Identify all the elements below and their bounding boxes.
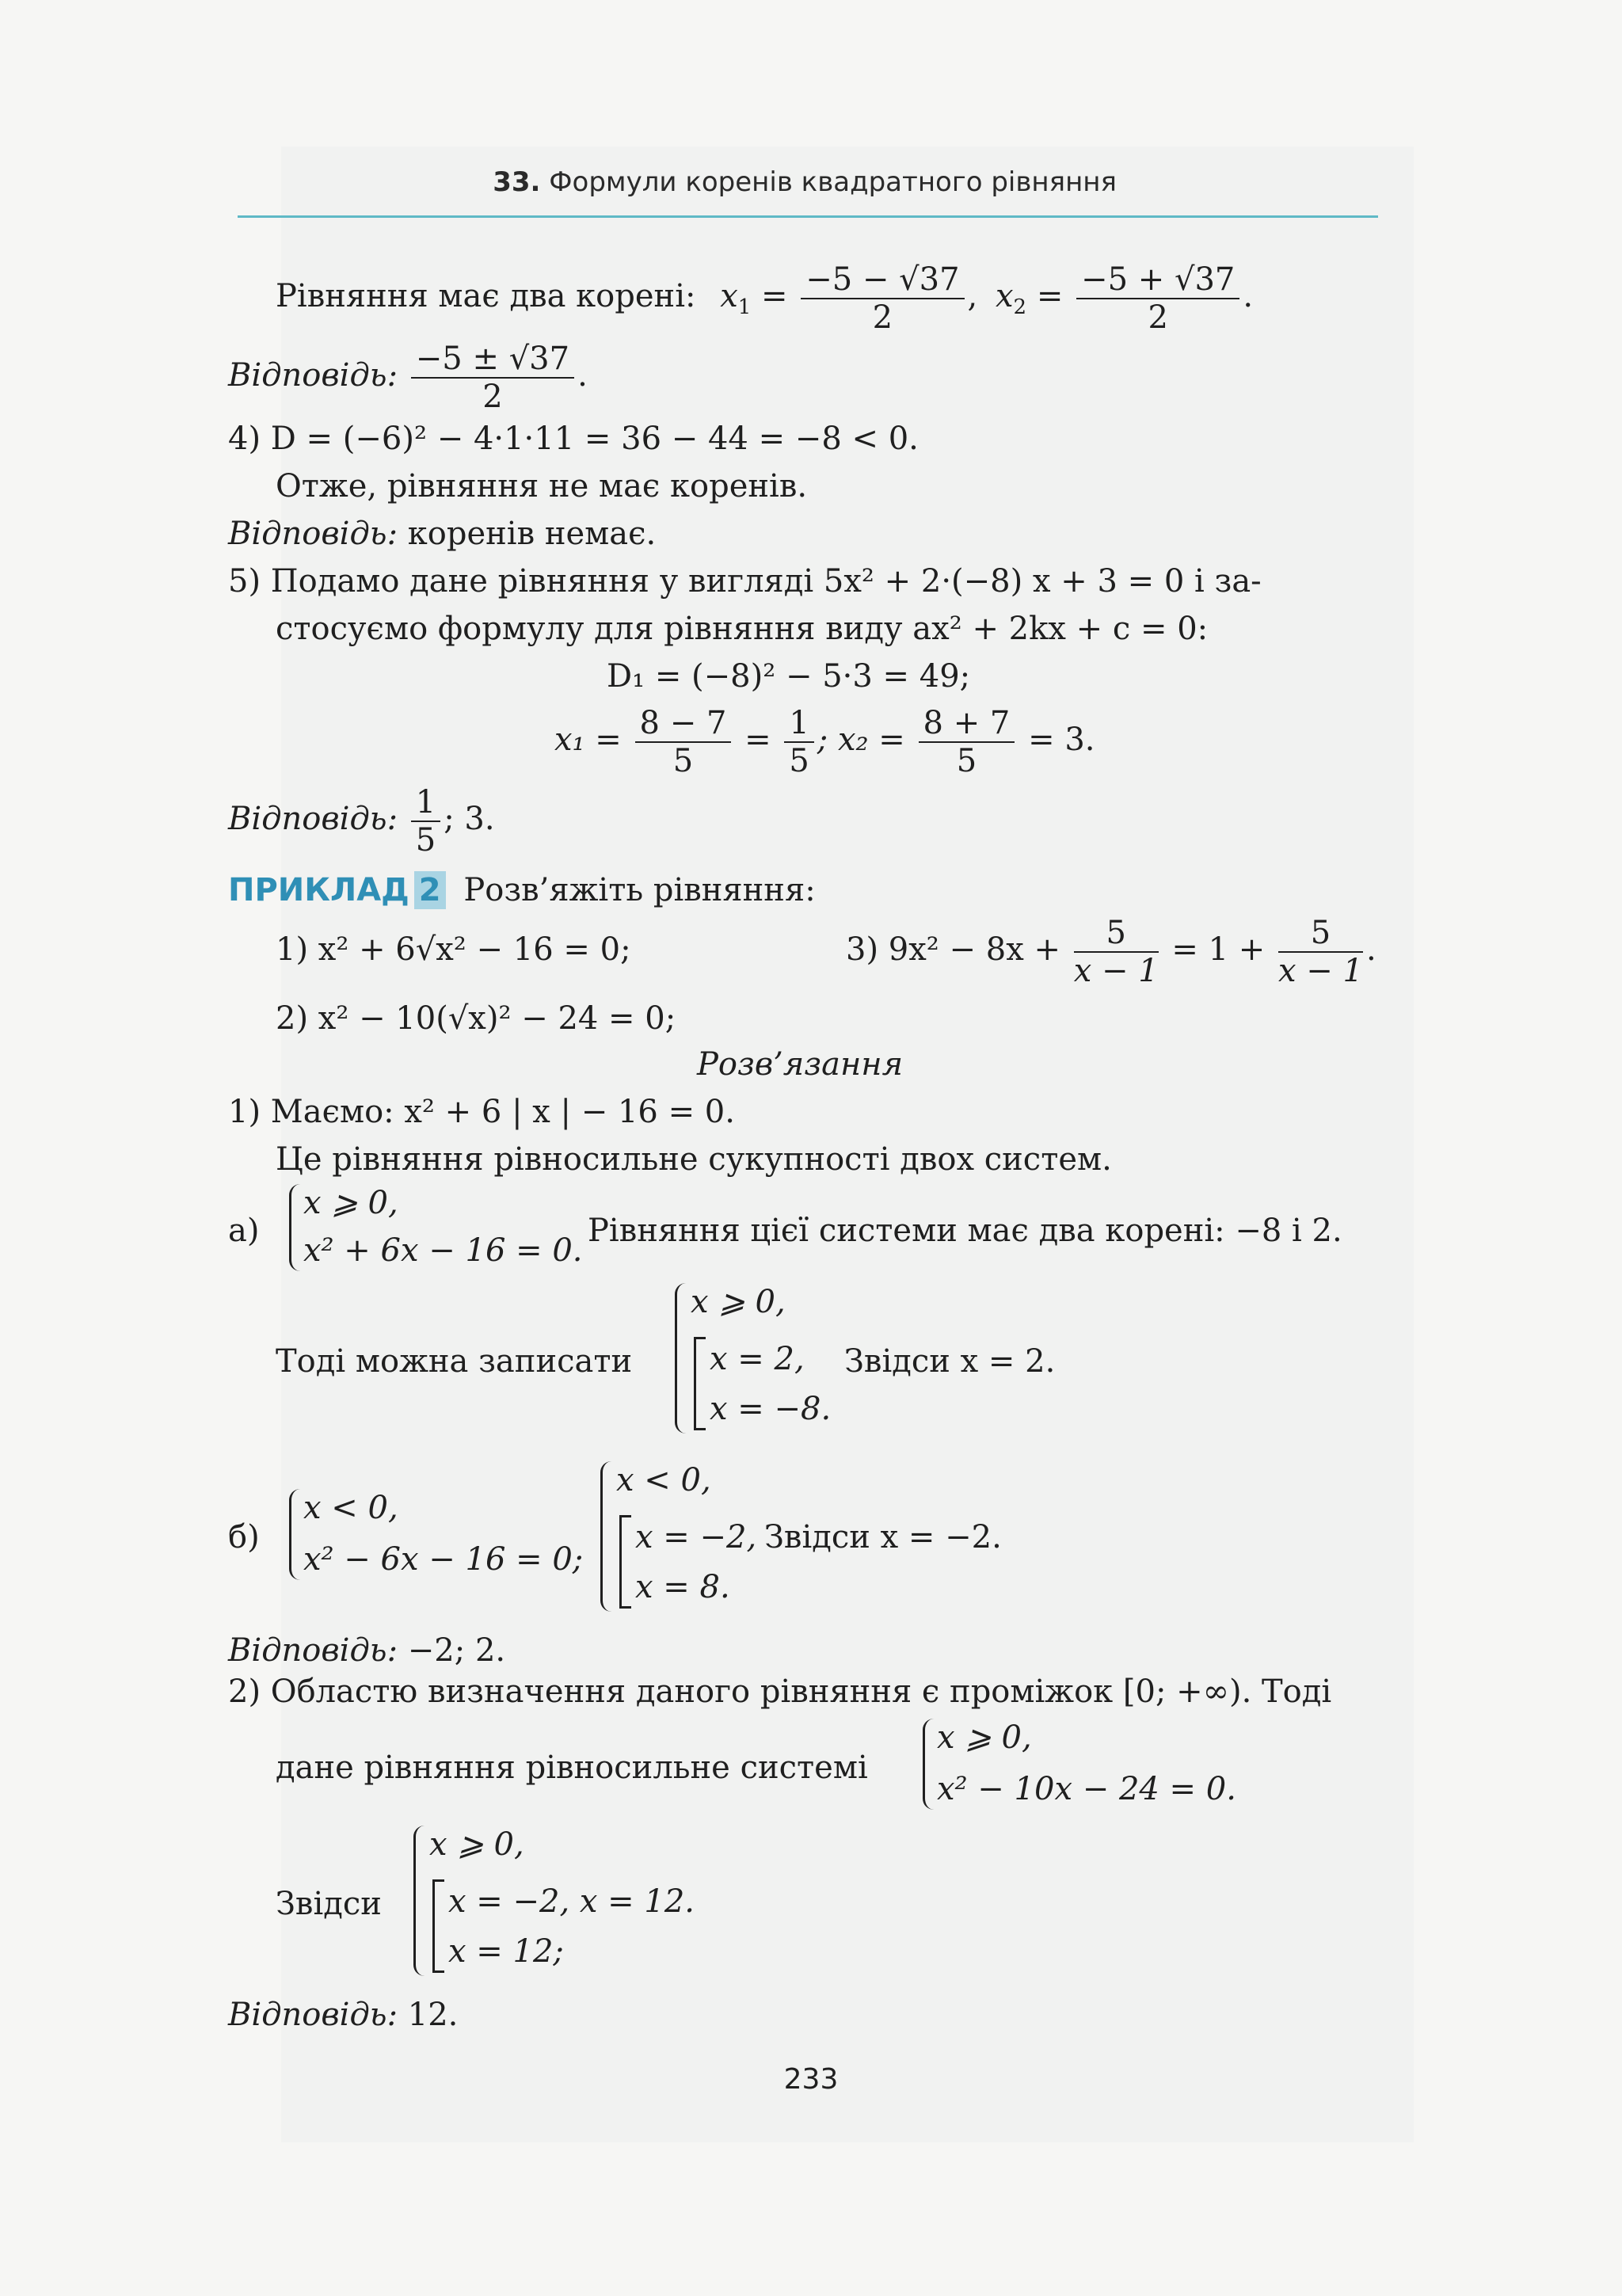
equals-sign-2: = xyxy=(1036,278,1064,314)
case-b-label: б) xyxy=(228,1519,260,1555)
root2-denominator: 2 xyxy=(1148,299,1168,336)
case-b-root-1: x = −2, xyxy=(635,1519,757,1555)
answer-label: Відповідь: xyxy=(228,516,398,552)
step-5-line: 5) Подамо дане рівняння у вигляді 5x² + 2·(−8) x + 3 = 0 і за- xyxy=(228,563,1262,600)
x2-fraction xyxy=(919,705,1015,779)
then-text: Тоді можна записати xyxy=(276,1343,633,1380)
x2-denominator: 5 xyxy=(956,743,977,779)
no-roots-line: Отже, рівняння не має коренів. xyxy=(276,468,808,505)
hence-brace xyxy=(413,1826,430,1976)
then-bracket xyxy=(694,1337,706,1430)
answer-1-denominator: 2 xyxy=(482,379,503,415)
roots-line: Рівняння має два корені: $x_1$ = $\frac{-5 - √37}{2}$ , $x_2$ = $\frac{-5 + √37}{2}$ . xyxy=(276,261,1254,336)
answer-4-text: −2; 2. xyxy=(407,1632,506,1669)
case-a-condition: x ⩾ 0, xyxy=(303,1185,398,1221)
case-b-root-2: x = 8. xyxy=(635,1569,730,1605)
task-equation-1: 1) x² + 6√x² − 16 = 0; xyxy=(276,931,631,968)
answer-2-text: коренів немає. xyxy=(407,516,657,552)
answer-3 xyxy=(228,784,495,859)
discriminant-line: D₁ = (−8)² − 5·3 = 49; xyxy=(607,658,971,695)
running-header xyxy=(238,158,1378,222)
case-b-result-brace xyxy=(600,1461,617,1612)
section-number: 33. xyxy=(493,166,541,198)
root1-numerator: −5 − √37 xyxy=(801,261,964,299)
case-b-bracket xyxy=(619,1515,631,1609)
answer-3-denominator: 5 xyxy=(415,822,436,859)
hence-final: x = 12; xyxy=(448,1933,564,1970)
case-b-equation: x² − 6x − 16 = 0; xyxy=(303,1541,584,1578)
section-title: Формули коренів квадратного рівняння xyxy=(549,166,1117,198)
domain-system xyxy=(923,1719,1239,1810)
x2-numerator: 8 + 7 xyxy=(919,705,1015,743)
task-equation-2: 2) x² − 10(√x)² − 24 = 0; xyxy=(276,1000,676,1037)
x2-label: ; x₂ = xyxy=(817,722,905,758)
root2-fraction xyxy=(1076,261,1239,336)
header-rule xyxy=(238,215,1378,218)
answer-label: Відповідь: xyxy=(228,1632,398,1669)
equals: = xyxy=(744,722,771,758)
then-root-2: x = −8. xyxy=(710,1391,832,1427)
answer-1-fraction xyxy=(411,341,574,415)
eq3-fraction-2 xyxy=(1278,915,1363,989)
example-task: Розв’яжіть рівняння: xyxy=(463,872,816,908)
task-equation-3 xyxy=(846,915,1376,989)
x1-denominator: 5 xyxy=(672,743,694,779)
example-number: 2 xyxy=(414,871,446,909)
eq3-fraction-1 xyxy=(1074,915,1159,989)
x1-subscript: 1 xyxy=(737,295,752,319)
page-number: 233 xyxy=(783,2063,839,2096)
then-result: Звідси x = 2. xyxy=(844,1343,1056,1380)
answer-3-end: ; 3. xyxy=(444,801,495,837)
eq3-mid: = 1 + xyxy=(1171,931,1266,968)
solution-equivalence: Це рівняння рівносильне сукупності двох систем. xyxy=(276,1141,1112,1178)
answer-3-numerator: 1 xyxy=(411,784,440,822)
answer-label: Відповідь: xyxy=(228,357,398,394)
then-root-1: x = 2, xyxy=(710,1341,805,1377)
solution-step-1: 1) Маємо: x² + 6 | x | − 16 = 0. xyxy=(228,1094,735,1130)
example-heading xyxy=(228,871,816,909)
answer-4 xyxy=(228,1632,505,1670)
formula-line: стосуємо формулу для рівняння виду ax² + 2kx + c = 0: xyxy=(276,611,1209,647)
eq3-fraction-1-numerator: 5 xyxy=(1074,915,1159,953)
domain-condition: x ⩾ 0, xyxy=(937,1719,1032,1756)
hence-system xyxy=(413,1826,730,1976)
solution-heading: Розв’язання xyxy=(697,1046,904,1083)
answer-label: Відповідь: xyxy=(228,801,398,837)
case-a-comment: Рівняння цієї системи має два корені: −8 і 2. xyxy=(588,1213,1342,1249)
eq3-fraction-1-denominator: x − 1 xyxy=(1073,953,1159,989)
case-b-result-condition: x < 0, xyxy=(616,1462,711,1498)
root2-numerator: −5 + √37 xyxy=(1076,261,1239,299)
hence-roots: x = −2, x = 12. xyxy=(448,1883,695,1920)
hence-condition: x ⩾ 0, xyxy=(429,1826,524,1863)
case-a-equation: x² + 6x − 16 = 0. xyxy=(303,1232,583,1269)
answer-5-text: 12. xyxy=(407,1997,459,2033)
roots-computation xyxy=(554,705,1095,779)
hence-bracket xyxy=(432,1879,444,1973)
root1-denominator: 2 xyxy=(872,299,893,336)
root1-fraction xyxy=(801,261,964,336)
then-brace xyxy=(675,1283,691,1434)
x1-simplified-numerator: 1 xyxy=(784,705,813,743)
x1-label: x₁ = xyxy=(554,722,622,758)
equals-sign: = xyxy=(761,278,788,314)
eq3-end: . xyxy=(1365,931,1376,968)
case-b-result-system xyxy=(600,1461,759,1612)
x2-symbol: x xyxy=(995,278,1014,314)
then-condition: x ⩾ 0, xyxy=(691,1284,786,1320)
case-b-system xyxy=(289,1489,584,1580)
x1-symbol: x xyxy=(720,278,738,314)
x1-simplified xyxy=(784,705,813,779)
roots-text: Рівняння має два корені: xyxy=(276,278,696,314)
domain-equation: x² − 10x − 24 = 0. xyxy=(937,1771,1236,1807)
answer-label: Відповідь: xyxy=(228,1997,398,2033)
equivalent-system-text: дане рівняння рівносильне системі xyxy=(276,1750,868,1786)
eq3-fraction-2-numerator: 5 xyxy=(1278,915,1363,953)
x2-subscript: 2 xyxy=(1013,295,1027,319)
then-system xyxy=(675,1283,865,1434)
hence-text: Звідси xyxy=(276,1886,382,1922)
answer-3-fraction xyxy=(411,784,440,859)
x1-fraction xyxy=(635,705,732,779)
x2-result: = 3. xyxy=(1028,722,1095,758)
case-a-label: а) xyxy=(228,1213,260,1249)
answer-1-end: . xyxy=(577,357,588,394)
case-b-condition: x < 0, xyxy=(303,1490,398,1526)
header-title xyxy=(493,166,1117,198)
x1-numerator: 8 − 7 xyxy=(635,705,732,743)
eq3-start: 3) 9x² − 8x + xyxy=(846,931,1060,968)
solution-step-2: 2) Областю визначення даного рівняння є проміжок [0; +∞). Тоді xyxy=(228,1673,1332,1710)
comma: , xyxy=(967,278,978,314)
answer-5 xyxy=(228,1996,458,2034)
eq3-fraction-2-denominator: x − 1 xyxy=(1278,953,1363,989)
answer-2 xyxy=(228,515,656,553)
answer-1 xyxy=(228,341,588,415)
step-4-line: 4) D = (−6)² − 4·1·11 = 36 − 44 = −8 < 0. xyxy=(228,421,919,457)
x1-simplified-denominator: 5 xyxy=(789,743,809,779)
answer-1-numerator: −5 ± √37 xyxy=(411,341,574,379)
case-b-result: Звідси x = −2. xyxy=(764,1519,1002,1555)
case-a-system xyxy=(289,1184,590,1271)
example-label: ПРИКЛАД xyxy=(228,872,409,908)
